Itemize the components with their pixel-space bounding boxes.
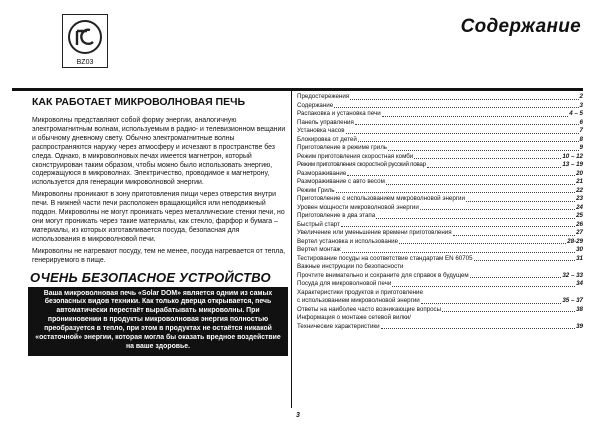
toc-entry-page: 6	[579, 118, 583, 126]
toc-entry	[297, 119, 583, 128]
toc-entry	[297, 161, 583, 170]
toc-entry	[297, 110, 583, 119]
toc-dot-leader	[399, 243, 566, 244]
toc-entry-page: 32 – 33	[562, 271, 583, 279]
toc-entry-title: Увеличение или уменьшение времени приготовления	[297, 229, 452, 236]
toc-dot-leader	[466, 201, 575, 202]
toc-dot-leader	[358, 141, 579, 142]
toc-entry-title: Блокировка от детей	[297, 135, 357, 143]
toc-entry-page: 4 – 5	[569, 110, 583, 117]
section-heading-how-it-works: КАК РАБОТАЕТ МИКРОВОЛНОВАЯ ПЕЧЬ	[32, 96, 246, 108]
toc-entry-page: 39	[576, 322, 583, 330]
toc-entry-page: 35 – 37	[562, 297, 583, 304]
toc-entry-title: Размораживание	[297, 169, 347, 177]
toc-entry	[297, 272, 583, 281]
toc-entry-page: 8	[579, 135, 583, 143]
gost-certification-logo	[62, 14, 108, 68]
toc-dot-leader	[382, 116, 569, 117]
toc-entry-title: Содержание	[297, 101, 334, 109]
toc-entry	[297, 297, 583, 306]
toc-entry-page: 24	[576, 203, 583, 211]
toc-entry	[297, 187, 583, 196]
toc-entry-title: Вертел монтаж	[297, 246, 341, 253]
toc-entry	[297, 229, 583, 238]
toc-dot-leader	[427, 167, 562, 168]
table-of-contents	[297, 93, 583, 331]
toc-dot-leader	[336, 192, 576, 193]
page-title: Содержание	[460, 16, 581, 37]
toc-dot-leader	[355, 124, 579, 125]
toc-entry	[297, 212, 583, 221]
toc-entry-title: Важные инструкции по безопасности	[297, 263, 404, 270]
toc-entry-title: Тестирование посуды на соответствие стандартам EN 60705	[297, 254, 473, 262]
toc-dot-leader	[350, 99, 578, 100]
toc-entry-page: 3	[579, 101, 583, 109]
toc-dot-leader	[346, 133, 579, 134]
toc-entry-title: Установка часов	[297, 127, 345, 134]
toc-entry	[297, 221, 583, 230]
paragraph: Микроволны не нагревают посуду, тем не менее, посуда нагревается от тепла, генерируемого в пище.	[32, 247, 286, 264]
toc-entry-title: Приготовление в два этапа	[297, 212, 376, 219]
header-rule	[12, 88, 583, 91]
toc-entry-page: 23	[576, 195, 583, 202]
toc-entry-page: 7	[579, 127, 583, 134]
toc-entry-title: Ответы на наиболее часто возникающие вопросы	[297, 305, 442, 313]
toc-dot-leader	[420, 209, 575, 210]
section-heading-safety: ОЧЕНЬ БЕЗОПАСНОЕ УСТРОЙСТВО	[30, 269, 271, 285]
toc-entry-page: 38	[576, 305, 583, 313]
toc-entry	[297, 323, 583, 332]
toc-dot-leader	[386, 184, 575, 185]
toc-entry-page: 30	[576, 246, 583, 253]
toc-entry-title: Вертел установка и использование	[297, 237, 399, 245]
toc-entry-title: Распаковка и установка печи	[297, 110, 381, 117]
toc-entry-page: 25	[576, 212, 583, 219]
toc-entry-title: Прочтите внимательно и сохраните для справок в будущем	[297, 271, 469, 279]
toc-entry-title: Уровен мощности микроволновой энергии	[297, 203, 419, 211]
toc-entry-page: 26	[576, 220, 583, 228]
toc-entry-title: Приготовление с использованием микроволновой энергии	[297, 195, 465, 202]
toc-dot-leader	[470, 277, 562, 278]
toc-entry-title: с использованием микроволновой энергии	[297, 297, 420, 304]
toc-dot-leader	[341, 226, 575, 227]
toc-entry-title: Технические характеристики	[297, 322, 380, 330]
toc-dot-leader	[376, 218, 575, 219]
toc-entry-page: 28-29	[567, 237, 583, 245]
toc-entry-title: Размораживание с авто весом	[297, 178, 385, 185]
body-text	[14, 117, 288, 266]
toc-entry	[297, 144, 583, 153]
toc-entry	[297, 306, 583, 315]
gost-mark-icon	[66, 18, 104, 56]
toc-entry-page: 10 – 12	[562, 152, 583, 160]
toc-entry-page: 34	[576, 280, 583, 287]
toc-entry-title: Режим приготовления скоростная комби	[297, 152, 414, 160]
toc-entry-page: 2	[579, 93, 583, 100]
toc-entry-title: Режим приготовления скоростной русский повар	[297, 161, 426, 168]
toc-entry	[297, 204, 583, 213]
toc-dot-leader	[442, 311, 575, 312]
toc-entry-title: Режим Гриль	[297, 186, 335, 194]
safety-notice-box: Ваша микроволновая печь «Solar DOM» является одним из самых безопасных видов техники. Как только дверца открывается, печь автоматически перестаёт вырабатывать микроволны. При проникновении в продукты микроволновая энергия полностью преобразуется в тепло, при этом в продуктах не остаётся никакой «остаточной» энергии, которая могла бы оказать вредное воздействие на ваше здоровье.	[28, 287, 288, 356]
toc-entry	[297, 153, 583, 162]
toc-entry	[297, 195, 583, 204]
toc-entry-title: Характеристики продуктов и приготовление	[297, 288, 423, 296]
toc-dot-leader	[414, 158, 561, 159]
toc-entry	[297, 238, 583, 247]
toc-entry	[297, 289, 583, 298]
toc-entry	[297, 102, 583, 111]
toc-entry-page: 27	[576, 229, 583, 236]
toc-entry-title: Панель управления	[297, 118, 354, 126]
toc-entry-title: Информация о монтаже сетевой вилки/	[297, 314, 411, 321]
toc-dot-leader	[381, 328, 576, 329]
toc-entry	[297, 93, 583, 102]
toc-dot-leader	[474, 260, 576, 261]
toc-dot-leader	[453, 235, 576, 236]
toc-entry-page: 9	[579, 144, 583, 151]
toc-entry-title: Посуда для микроволновой печи	[297, 280, 392, 287]
toc-dot-leader	[392, 286, 575, 287]
toc-entry-page: 31	[576, 254, 583, 262]
toc-entry	[297, 255, 583, 264]
toc-entry-page: 21	[576, 178, 583, 185]
toc-entry	[297, 314, 583, 323]
toc-entry	[297, 263, 583, 272]
toc-entry-page: 22	[576, 186, 583, 194]
toc-entry	[297, 178, 583, 187]
toc-entry-title: Быстрый старт	[297, 220, 340, 228]
toc-entry	[297, 136, 583, 145]
logo-code: BZ03	[76, 59, 94, 66]
paragraph: Микроволны представляют собой форму энергии, аналогичную электромагнитным волнам, используемым в радио- и телевизионном вещании и обычному дневному свету. Обычно электромагнитные волны распространяются наружу через атмосферу и исчезают в пространстве без следа. Однако, в микроволновых печах имеется магнетрон, который сконструирован таким образом, чтобы можно было использовать энергию, содержащуюся в микроволнах. Электричество, проводимое к магнетрону, используется для генерации микроволновой энергии.	[32, 117, 286, 187]
toc-entry	[297, 246, 583, 255]
toc-entry	[297, 127, 583, 136]
paragraph: Микроволны проникают в зону приготовления пищи через отверстия внутри печи. В нижней части печи расположен вращающийся или неподвижный поддон. Микроволны не могут проникать через металлические стенки печи, но они могут проникать через такие материалы, как стекло, фарфор и бумага – материалы, из которых изготавливается посуда, безопасная для использования в микроволновой печи.	[32, 191, 285, 243]
toc-dot-leader	[334, 107, 578, 108]
toc-entry-page: 13 – 19	[562, 161, 583, 168]
toc-dot-leader	[342, 252, 575, 253]
left-column	[14, 96, 288, 356]
page-number: 3	[296, 412, 300, 419]
toc-dot-leader	[421, 303, 562, 304]
toc-entry-title: Предостережения	[297, 93, 350, 100]
column-divider	[291, 90, 292, 408]
toc-entry	[297, 170, 583, 179]
toc-dot-leader	[388, 150, 579, 151]
toc-entry	[297, 280, 583, 289]
toc-dot-leader	[347, 175, 575, 176]
toc-entry-title: Приготовление в режиме гриль	[297, 144, 388, 151]
toc-entry-page: 20	[576, 169, 583, 177]
